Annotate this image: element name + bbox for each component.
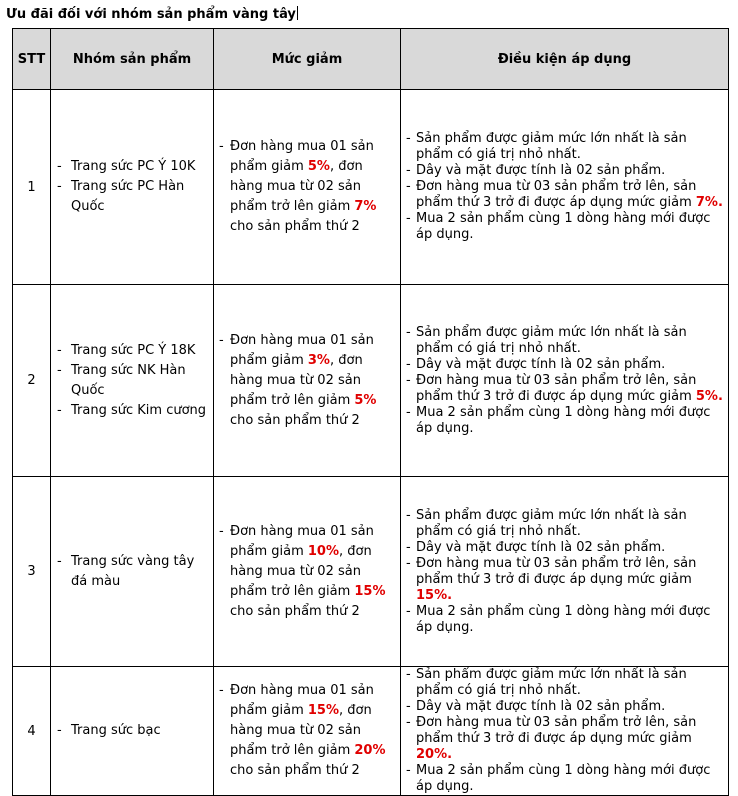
header-stt: STT [13,29,51,90]
condition-item [404,556,725,604]
table-row [13,90,729,285]
condition-pct: 20%. [416,747,453,762]
row-stt: 2 [13,285,51,477]
row-stt: 3 [13,477,51,667]
product-group-cell [51,90,214,285]
condition-pct: 5%. [695,388,723,404]
discount-table [12,28,729,796]
discount-text-part: Đơn hàng mua 01 sản phẩm giảm [230,683,374,718]
condition-pct: 15%. [416,587,453,603]
product-group-item: - Trang sức bạc [55,721,213,741]
table-header-row [13,29,729,90]
row-stt: 4 [13,667,51,796]
discount-text-part: , đơn hàng mua từ 02 sản phẩm trở lên giảm [230,703,372,758]
header-product-group: Nhóm sản phẩm [51,29,214,90]
condition-text: Đơn hàng mua từ 03 sản phẩm trở lên, sản phẩm thứ 3 trở đi được áp dụng mức giảm [416,715,697,746]
discount-text-part: , đơn hàng mua từ 02 sản phẩm trở lên giảm [230,159,363,214]
discount-pct-second: 5% [354,392,377,408]
discount-cell [214,477,401,667]
condition-pct: 7%. [695,195,723,210]
discount-text [214,137,400,237]
document-title [6,6,298,22]
condition-item: - Mua 2 sản phẩm cùng 1 dòng hàng mới được áp dụng. [404,405,725,437]
product-group-item: - Trang sức NK Hàn Quốc [55,361,213,401]
condition-item: - Sản phẩm được giảm mức lớn nhất là sản phẩm có giá trị nhỏ nhất. [404,325,725,357]
product-group-item: - Trang sức PC Ý 18K [55,341,213,361]
discount-cell [214,90,401,285]
row-stt: 1 [13,90,51,285]
discount-pct-single: 15% [307,703,340,718]
discount-pct-single: 5% [307,159,330,174]
discount-text-part: cho sản phẩm thứ 2 [230,412,360,428]
discount-pct-single: 10% [307,543,340,559]
condition-item: - Dây và mặt được tính là 02 sản phẩm. [404,163,725,179]
product-group-cell [51,285,214,477]
condition-item [404,179,725,211]
discount-pct-second: 20% [354,743,386,758]
text-cursor [297,6,298,20]
discount-text [214,681,400,781]
discount-text-part: cho sản phẩm thứ 2 [230,763,360,778]
condition-item: - Sản phẩm được giảm mức lớn nhất là sản phẩm có giá trị nhỏ nhất. [404,667,725,699]
discount-text-part: , đơn hàng mua từ 02 sản phẩm trở lên giảm [230,352,363,408]
header-conditions: Điều kiện áp dụng [401,29,729,90]
conditions-cell [401,667,729,796]
condition-item: - Mua 2 sản phẩm cùng 1 dòng hàng mới được áp dụng. [404,763,725,795]
condition-item: - Mua 2 sản phẩm cùng 1 dòng hàng mới được áp dụng. [404,211,725,243]
table-row [13,667,729,796]
condition-item: - Sản phẩm được giảm mức lớn nhất là sản phẩm có giá trị nhỏ nhất. [404,131,725,163]
discount-cell [214,285,401,477]
discount-text [214,522,400,622]
discount-text [214,331,400,431]
product-group-item: - Trang sức vàng tây đá màu [55,552,213,592]
product-group-cell [51,667,214,796]
condition-item: - Dây và mặt được tính là 02 sản phẩm. [404,357,725,373]
product-group-cell [51,477,214,667]
discount-text-part: cho sản phẩm thứ 2 [230,603,360,619]
condition-text: Đơn hàng mua từ 03 sản phẩm trở lên, sản phẩm thứ 3 trở đi được áp dụng mức giảm [416,555,697,587]
discount-pct-second: 15% [354,583,386,599]
discount-pct-single: 3% [307,352,330,368]
product-group-item: - Trang sức PC Hàn Quốc [55,177,213,217]
condition-item [404,373,725,405]
condition-item: - Mua 2 sản phẩm cùng 1 dòng hàng mới được áp dụng. [404,604,725,636]
discount-text-part: , đơn hàng mua từ 02 sản phẩm trở lên giảm [230,543,372,599]
condition-item: - Dây và mặt được tính là 02 sản phẩm. [404,699,725,715]
product-group-item: - Trang sức PC Ý 10K [55,157,213,177]
table-row [13,285,729,477]
discount-text-part: cho sản phẩm thứ 2 [230,219,360,234]
condition-item: - Sản phẩm được giảm mức lớn nhất là sản phẩm có giá trị nhỏ nhất. [404,508,725,540]
condition-text: Đơn hàng mua từ 03 sản phẩm trở lên, sản phẩm thứ 3 trở đi được áp dụng mức giảm [416,372,697,404]
header-discount: Mức giảm [214,29,401,90]
conditions-cell [401,90,729,285]
condition-item: - Dây và mặt được tính là 02 sản phẩm. [404,540,725,556]
discount-text-part: Đơn hàng mua 01 sản phẩm giảm [230,523,374,559]
document-title-text: Ưu đãi đối với nhóm sản phẩm vàng tây [6,7,296,22]
condition-item [404,715,725,763]
discount-text-part: Đơn hàng mua 01 sản phẩm giảm [230,332,374,368]
product-group-item: - Trang sức Kim cương [55,401,213,421]
discount-text-part: Đơn hàng mua 01 sản phẩm giảm [230,139,374,174]
conditions-cell [401,285,729,477]
conditions-cell [401,477,729,667]
table-row [13,477,729,667]
discount-cell [214,667,401,796]
condition-text: Đơn hàng mua từ 03 sản phẩm trở lên, sản phẩm thứ 3 trở đi được áp dụng mức giảm [416,179,697,210]
discount-pct-second: 7% [354,199,377,214]
